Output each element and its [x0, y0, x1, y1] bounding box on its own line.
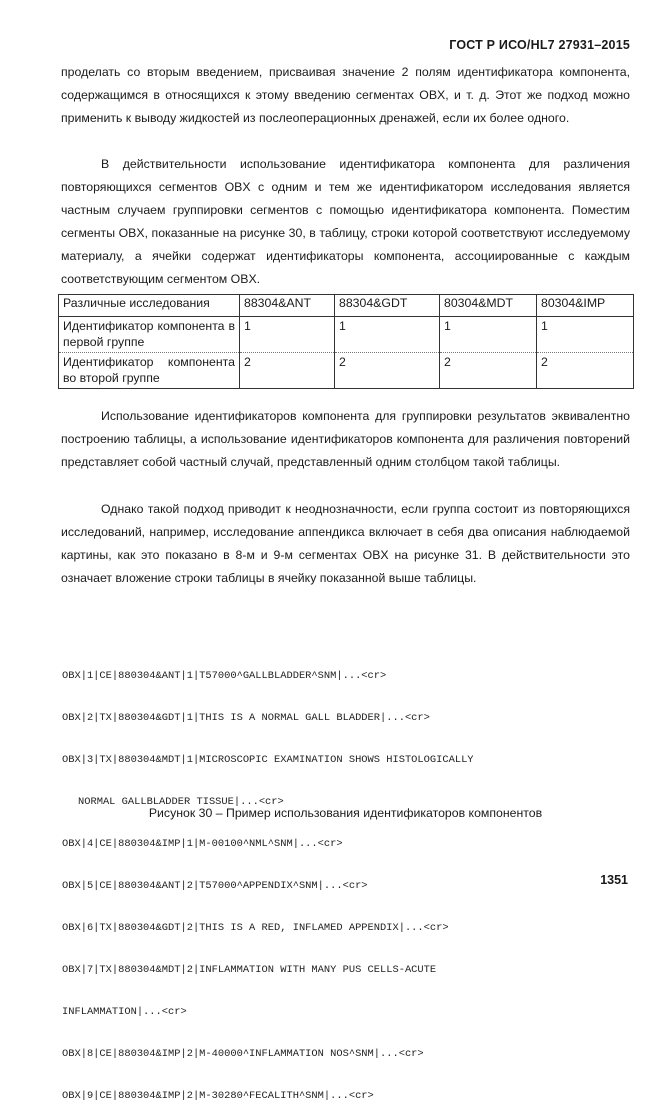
table-row: [59, 353, 634, 389]
table-header-cell: 80304&MDT: [440, 295, 537, 317]
paragraph-4: Однако такой подход приводит к неоднозначности, если группа состоит из повторяющихся исследований, например, исследование аппендикса включает в себя два описания наблюдаемой картины, как это показано в 8-м и 9-м сегментах OBX на рисунке 31. В действительности это означает вложение строки таблицы в ячейку показанной выше таблицы.: [61, 502, 630, 585]
code-line: OBX|7|TX|880304&MDT|2|INFLAMMATION WITH MANY PUS CELLS-ACUTE: [62, 964, 437, 976]
code-line: OBX|8|CE|880304&IMP|2|M-40000^INFLAMMATION NOS^SNM|...<cr>: [62, 1048, 424, 1060]
code-line: OBX|4|CE|880304&IMP|1|M-00100^NML^SNM|...<cr>: [62, 838, 343, 850]
table-cell: 1: [537, 317, 634, 353]
table-cell: 2: [240, 353, 335, 389]
paragraph-3: Использование идентификаторов компонента для группировки результатов эквивалентно построению таблицы, а использование идентификаторов компонента для различения повторений представляет собой частный случай, представленный одним столбцом такой таблицы.: [61, 409, 630, 469]
table-header-cell: 80304&IMP: [537, 295, 634, 317]
table-cell: 2: [537, 353, 634, 389]
table-header-cell: 88304&ANT: [240, 295, 335, 317]
paragraph-1: проделать со вторым введением, присваивая значение 2 полям идентификатора компонента, содержащимся в относящихся к этому введению сегментах OBX, и т. д. Этот же подход можно применить к выводу жидкостей из послеоперационных дренажей, если их более одного.: [61, 65, 630, 125]
table-cell: Идентификатор компонента во второй группе: [59, 353, 240, 389]
code-line: OBX|2|TX|880304&GDT|1|THIS IS A NORMAL GALL BLADDER|...<cr>: [62, 712, 430, 724]
code-line: OBX|6|TX|880304&GDT|2|THIS IS A RED, INFLAMED APPENDIX|...<cr>: [62, 922, 449, 934]
code-line: OBX|1|CE|880304&ANT|1|T57000^GALLBLADDER^SNM|...<cr>: [62, 670, 387, 682]
table-cell: 2: [440, 353, 537, 389]
document-header: ГОСТ Р ИСО/HL7 27931–2015: [449, 38, 630, 52]
table-row: [59, 317, 634, 353]
code-line: NORMAL GALLBLADDER TISSUE|...<cr>: [78, 796, 284, 808]
code-line: OBX|3|TX|880304&MDT|1|MICROSCOPIC EXAMINATION SHOWS HISTOLOGICALLY: [62, 754, 474, 766]
table-cell: 2: [335, 353, 440, 389]
hl7-code-listing: [62, 641, 474, 1117]
table-cell: Идентификатор компонента в первой группе: [59, 317, 240, 353]
code-line: OBX|5|CE|880304&ANT|2|T57000^APPENDIX^SNM|...<cr>: [62, 880, 368, 892]
component-id-table: [58, 294, 634, 389]
page-number: 1351: [600, 873, 628, 887]
table-header-cell: Различные исследования: [59, 295, 240, 317]
paragraph-2: В действительности использование идентификатора компонента для различения повторяющихся сегментов OBX с одним и тем же идентификатором исследования является частным случаем группировки сегментов с помощью идентификатора компонента. Поместим сегменты OBX, показанные на рисунке 30, в таблицу, строки которой соответствуют исследуемому материалу, а ячейки содержат идентификаторы компонента, ассоциированные с каждым соответствующим сегментом OBX.: [61, 157, 630, 286]
table-cell: 1: [440, 317, 537, 353]
code-line: OBX|9|CE|880304&IMP|2|M-30280^FECALITH^SNM|...<cr>: [62, 1090, 374, 1102]
table-header-row: [59, 295, 634, 317]
code-line: INFLAMMATION|...<cr>: [62, 1006, 187, 1018]
figure-caption: Рисунок 30 – Пример использования идентификаторов компонентов: [148, 806, 543, 820]
table-cell: 1: [240, 317, 335, 353]
table-header-cell: 88304&GDT: [335, 295, 440, 317]
table-cell: 1: [335, 317, 440, 353]
